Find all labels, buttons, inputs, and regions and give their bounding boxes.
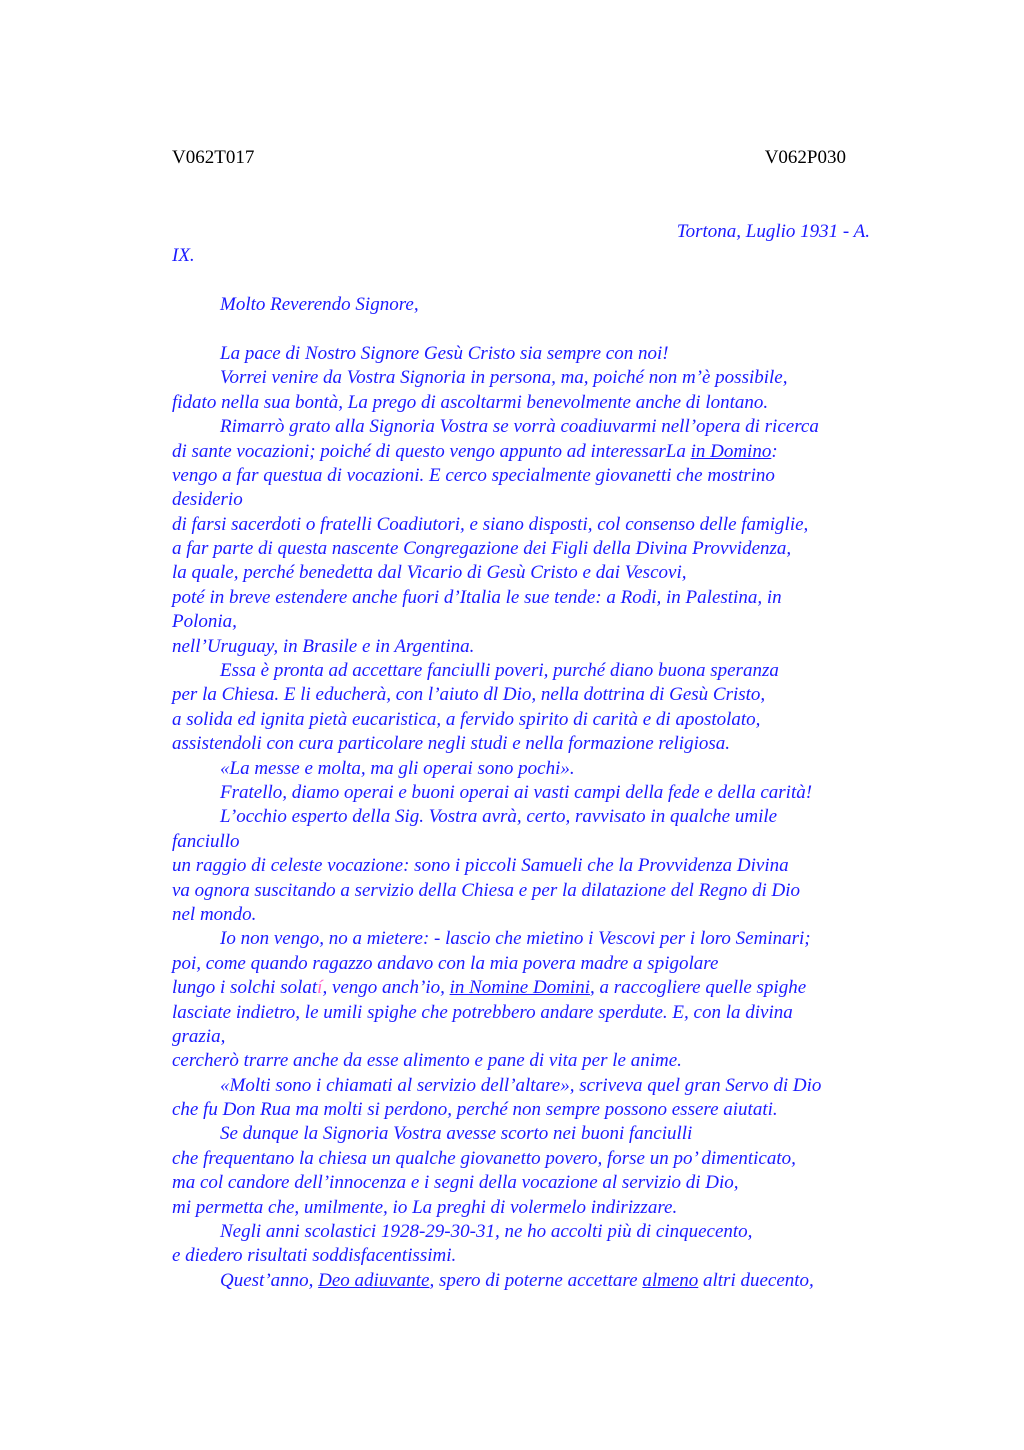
text-line: lasciate indietro, le umili spighe che potrebbero andare sperdute. E, con la divina [172,1001,793,1023]
text-line [172,976,882,1000]
date-line-continued: IX. [172,245,195,267]
text-line: La pace di Nostro Signore Gesù Cristo sia sempre con noi! [220,342,669,364]
text-line: Negli anni scolastici 1928-29-30-31, ne ho accolti più di cinquecento, [220,1221,753,1243]
text-line: L’occhio esperto della Sig. Vostra avrà, certo, ravvisato in qualche umile [220,806,778,828]
text-line [172,1269,882,1293]
text-line: nell’Uruguay, in Brasile e in Argentina. [172,635,475,657]
blank-line [172,269,882,293]
text-line: Rimarrò grato alla Signoria Vostra se vorrà coadiuvarmi nell’opera di ricerca [220,416,819,438]
text-line: «Molti sono i chiamati al servizio dell’altare», scriveva quel gran Servo di Dio [220,1074,822,1096]
text-line: mi permetta che, umilmente, io La preghi di volermelo indirizzare. [172,1196,678,1218]
text-line [172,440,882,464]
text-line: che frequentano la chiesa un qualche giovanetto povero, forse un po’ dimenticato, [172,1147,796,1169]
text-line: che fu Don Rua ma molti si perdono, perché non sempre possono essere aiutati. [172,1099,778,1121]
text-line: poi, come quando ragazzo andavo con la mia povera madre a spigolare [172,952,719,974]
text-fragment: lungo i solchi solat [172,977,318,999]
underlined-phrase: Deo adiuvante [318,1269,430,1291]
text-line: poté in breve estendere anche fuori d’Italia le sue tende: a Rodi, in Palestina, in [172,586,782,608]
text-line: vengo a far questua di vocazioni. E cerco specialmente giovanetti che mostrino [172,464,775,486]
text-line: Se dunque la Signoria Vostra avesse scorto nei buoni fanciulli [220,1123,693,1145]
text-line: grazia, [172,1025,226,1047]
text-line: va ognora suscitando a servizio della Chiesa e per la dilatazione del Regno di Dio [172,879,800,901]
blank-line [172,318,882,342]
text-fragment: di sante vocazioni; poiché di questo vengo appunto ad interessarLa [172,440,691,462]
underlined-phrase: in Domino [690,440,772,462]
text-line: a solida ed ignita pietà eucaristica, a fervido spirito di carità e di apostolato, [172,708,761,730]
underlined-phrase: almeno [642,1269,699,1291]
underlined-phrase: in Nomine Domini [449,977,590,999]
text-fragment: altri duecento, [698,1269,814,1291]
salutation: Molto Reverendo Signore, [220,294,419,316]
text-line: Io non vengo, no a mietere: - lascio che mietino i Vescovi per i loro Seminari; [220,928,811,950]
text-line: e diedero risultati soddisfacentissimi. [172,1245,457,1267]
text-fragment: , vengo anch’io, [322,977,450,999]
text-line: nel mondo. [172,903,257,925]
document-code-right: V062P030 [764,147,846,168]
text-line: a far parte di questa nascente Congregazione dei Figli della Divina Provvidenza, [172,538,792,560]
text-line: per la Chiesa. E li educherà, con l’aiuto dl Dio, nella dottrina di Gesù Cristo, [172,684,766,706]
text-line: Fratello, diamo operai e buoni operai ai vasti campi della fede e della carità! [220,781,813,803]
text-line: la quale, perché benedetta dal Vicario di Gesù Cristo e dai Vescovi, [172,562,687,584]
text-line: un raggio di celeste vocazione: sono i piccoli Samueli che la Provvidenza Divina [172,855,789,877]
document-header [172,147,846,171]
text-line: fanciullo [172,830,240,852]
text-fragment: , a raccogliere quelle spighe [589,977,807,999]
text-line: «La messe e molta, ma gli operai sono pochi». [220,757,575,779]
highlighted-character: í [317,977,323,999]
text-line: cercherò trarre anche da esse alimento e pane di vita per le anime. [172,1050,682,1072]
letter-body [172,220,882,1293]
text-line: fidato nella sua bontà, La prego di ascoltarmi benevolmente anche di lontano. [172,391,769,413]
text-line: ma col candore dell’innocenza e i segni della vocazione al servizio di Dio, [172,1172,739,1194]
text-line: assistendoli con cura particolare negli studi e nella formazione religiosa. [172,733,730,755]
text-line: desiderio [172,489,243,511]
text-fragment: : [771,440,778,462]
text-line: Essa è pronta ad accettare fanciulli poveri, purché diano buona speranza [220,660,779,682]
text-line: di farsi sacerdoti o fratelli Coadiutori, e siano disposti, col consenso delle famiglie, [172,513,809,535]
text-line: Vorrei venire da Vostra Signoria in persona, ma, poiché non m’è possibile, [220,367,788,389]
date-line: Tortona, Luglio 1931 - A. [676,221,870,242]
text-line: Polonia, [172,611,237,633]
text-fragment: , spero di poterne accettare [429,1269,643,1291]
text-fragment: Quest’anno, [220,1269,319,1291]
document-code-left: V062T017 [172,147,255,168]
